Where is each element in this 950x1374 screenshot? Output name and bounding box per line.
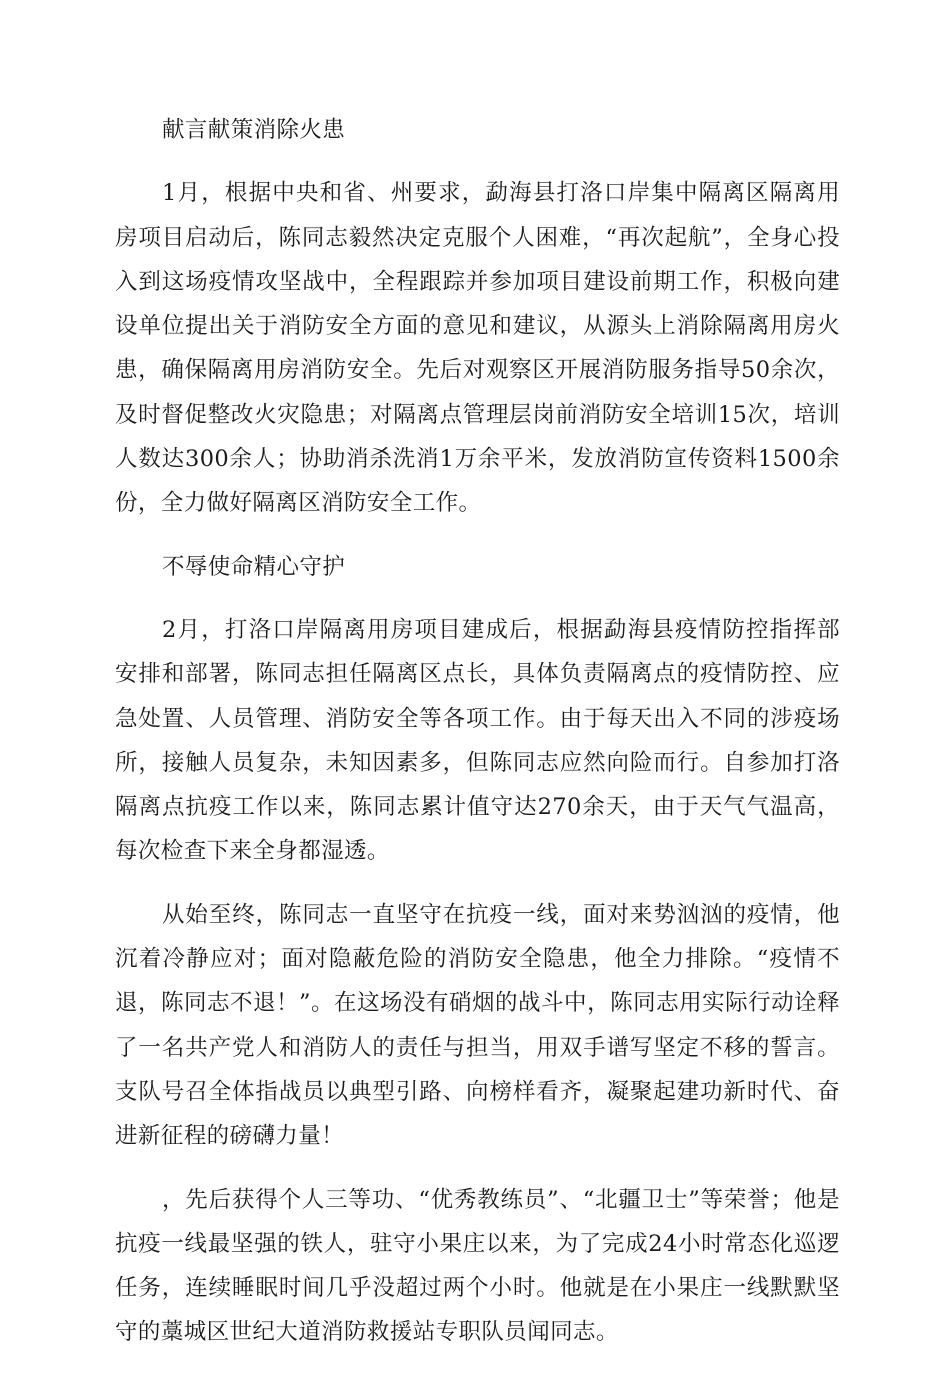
section-heading-2: 不辱使命精心守护 xyxy=(162,553,346,580)
paragraph-1: 1月，根据中央和省、州要求，勐海县打洛口岸集中隔离区隔离用房项目启动后，陈同志毅然决定克服个人困难，“再次起航”，全身心投入到这场疫情攻坚战中，全程跟踪并参加项目建设前期工作，积极向建设单位提出关于消防安全方面的意见和建议，从源头上消除隔离用房火患，确保隔离用房消防安全。先后对观察区开展消防服务指导50余次，及时督促整改火灾隐患；对隔离点管理层岗前消防安全培训15次，培训人数达300余人；协助消杀洗消1万余平米，发放消防宣传资料1500余份，全力做好隔离区消防安全工作。 xyxy=(115,180,840,517)
paragraph-2: 2月，打洛口岸隔离用房项目建成后，根据勐海县疫情防控指挥部安排和部署，陈同志担任隔离区点长，具体负责隔离点的疫情防控、应急处置、人员管理、消防安全等各项工作。由于每天出入不同的涉疫场所，接触人员复杂，未知因素多，但陈同志应然向险而行。自参加打洛隔离点抗疫工作以来，陈同志累计值守达270余天，由于天气气温高，每次检查下来全身都湿透。 xyxy=(115,616,840,865)
paragraph-4: ，先后获得个人三等功、“优秀教练员”、“北疆卫士”等荣誉；他是抗疫一线最坚强的铁人，驻守小果庄以来，为了完成24小时常态化巡逻任务，连续睡眠时间几乎没超过两个小时。他就是在小果庄一线默默坚守的藁城区世纪大道消防救援站专职队员闻同志。 xyxy=(115,1186,840,1346)
section-heading-1: 献言献策消除火患 xyxy=(162,117,346,143)
document-body xyxy=(115,108,840,1374)
paragraph-3: 从始至终，陈同志一直坚守在抗疫一线，面对来势汹汹的疫情，他沉着冷静应对；面对隐蔽危险的消防安全隐患，他全力排除。“疫情不退，陈同志不退！”。在这场没有硝烟的战斗中，陈同志用实际行动诠释了一名共产党人和消防人的责任与担当，用双手谱写坚定不移的誓言。支队号召全体指战员以典型引路、向榜样看齐，凝聚起建功新时代、奋进新征程的磅礴力量！ xyxy=(115,901,840,1150)
